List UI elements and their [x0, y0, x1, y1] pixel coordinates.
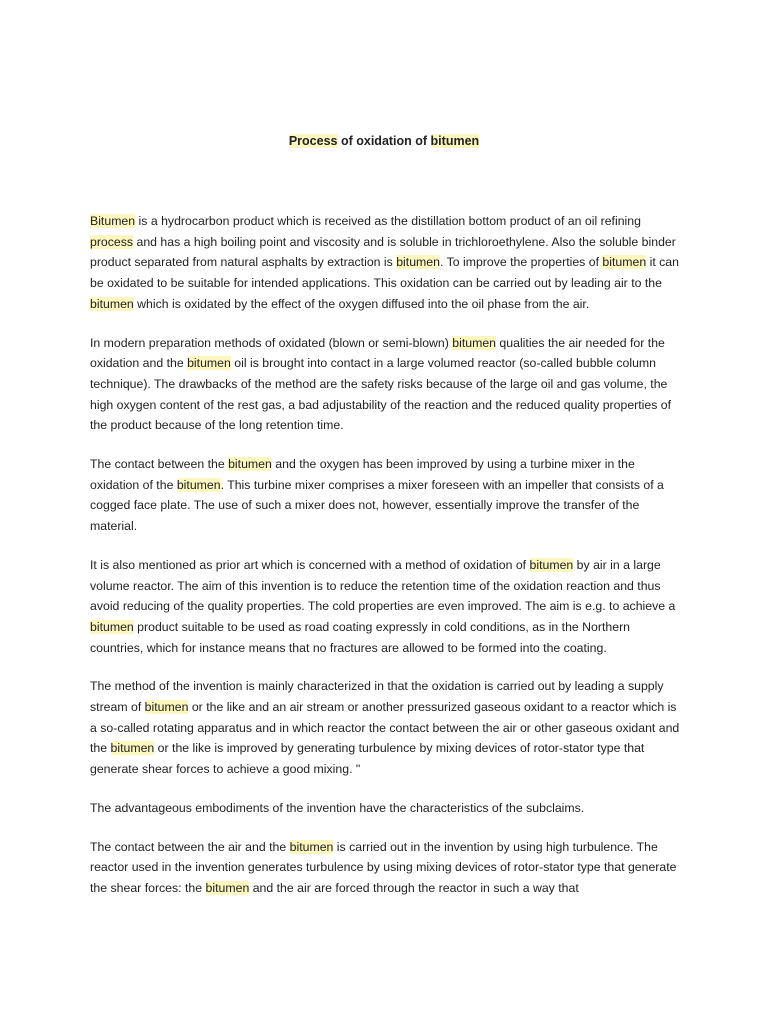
highlighted-term: bitumen — [289, 839, 334, 854]
highlighted-term: Bitumen — [90, 214, 136, 228]
highlighted-term: bitumen — [452, 335, 497, 350]
text-run: which is oxidated by the effect of the oxygen diffused into the oil phase from the air. — [133, 296, 590, 311]
text-run: and the air are forced through the reactor in such a way that — [249, 880, 579, 895]
text-run: The contact between the air and the — [90, 839, 290, 854]
text-run: The advantageous embodiments of the invention have the characteristics of the subclaims. — [90, 800, 585, 815]
highlighted-term: bitumen — [90, 619, 134, 634]
text-run: The contact between the — [90, 457, 229, 472]
text-run: it can be oxidated to be suitable for intended applications. This oxidation can be carried out by leading air to the — [90, 255, 679, 291]
highlighted-term: bitumen — [602, 255, 647, 270]
text-run: qualities the air needed for the oxidation and the — [90, 335, 665, 371]
paragraph — [90, 837, 680, 899]
paragraph — [90, 454, 680, 537]
text-run: or the like and an air stream or another pressurized gaseous oxidant to a reactor which is a so-called rotating apparatus and in which reactor the contact between the air or other gaseous oxidant and the — [90, 700, 680, 756]
text-run: or the like is improved by generating turbulence by mixing devices of rotor-stator type that generate shear forces to achieve a good mixing. " — [90, 741, 645, 777]
text-run: and has a high boiling point and viscosity and is soluble in trichloroethylene. Also the soluble binder product separated from natural asphalts by extraction is — [90, 234, 676, 270]
highlighted-term: bitumen — [205, 880, 250, 895]
highlighted-term: bitumen — [529, 557, 574, 572]
text-run: It is also mentioned as prior art which is concerned with a method of oxidation of — [90, 557, 530, 572]
highlighted-term: bitumen — [90, 296, 134, 311]
text-run: is carried out in the invention by using high turbulence. The reactor used in the invention generates turbulence by using mixing devices of rotor-stator type that generate the shear forces: the — [90, 839, 677, 895]
paragraph — [90, 333, 680, 437]
highlighted-term: bitumen — [187, 356, 231, 371]
paragraph — [90, 676, 680, 780]
text-run: product suitable to be used as road coating expressly in cold conditions, as in the Northern countries, which for instance means that no fractures are allowed to be formed into the coating. — [90, 619, 631, 655]
text-run: In modern preparation methods of oxidated (blown or semi-blown) — [90, 335, 453, 350]
highlighted-term: bitumen — [110, 741, 155, 756]
text-run: The method of the invention is mainly characterized in that the oxidation is carried out by leading a supply stream of — [90, 679, 664, 715]
highlighted-term: bitumen — [430, 134, 480, 148]
paragraph — [90, 798, 680, 819]
document-body — [90, 211, 680, 917]
highlighted-term: bitumen — [176, 477, 221, 492]
paragraph — [90, 211, 680, 315]
text-run: by air in a large volume reactor. The aim of this invention is to reduce the retention time of the oxidation reaction and thus avoid reducing of the quality properties. The cold properties are even improved. The aim is e.g. to achieve a — [90, 557, 676, 614]
text-run: of oxidation of — [337, 134, 431, 148]
text-run: is a hydrocarbon product which is received as the distillation bottom product of an oil refining — [135, 214, 641, 228]
highlighted-term: bitumen — [396, 255, 440, 270]
highlighted-term: bitumen — [144, 700, 189, 715]
highlighted-term: Process — [288, 134, 338, 148]
text-run: . This turbine mixer comprises a mixer foreseen with an impeller that consists of a cogged face plate. The use of such a mixer does not, however, essentially improve the transfer of the material. — [90, 477, 664, 534]
document-title — [0, 134, 768, 148]
highlighted-term: bitumen — [228, 457, 272, 472]
text-run: and the oxygen has been improved by using a turbine mixer in the oxidation of the — [90, 457, 635, 492]
text-run: oil is brought into contact in a large volumed reactor (so-called bubble column technique). The drawbacks of the method are the safety risks because of the large oil and gas volume, the high oxygen content of the rest gas, a bad adjustability of the reaction and the reduced quality properties of the product because of the long retention time. — [90, 356, 672, 433]
paragraph — [90, 555, 680, 659]
text-run: . To improve the properties of — [439, 255, 603, 270]
highlighted-term: process — [90, 234, 134, 249]
